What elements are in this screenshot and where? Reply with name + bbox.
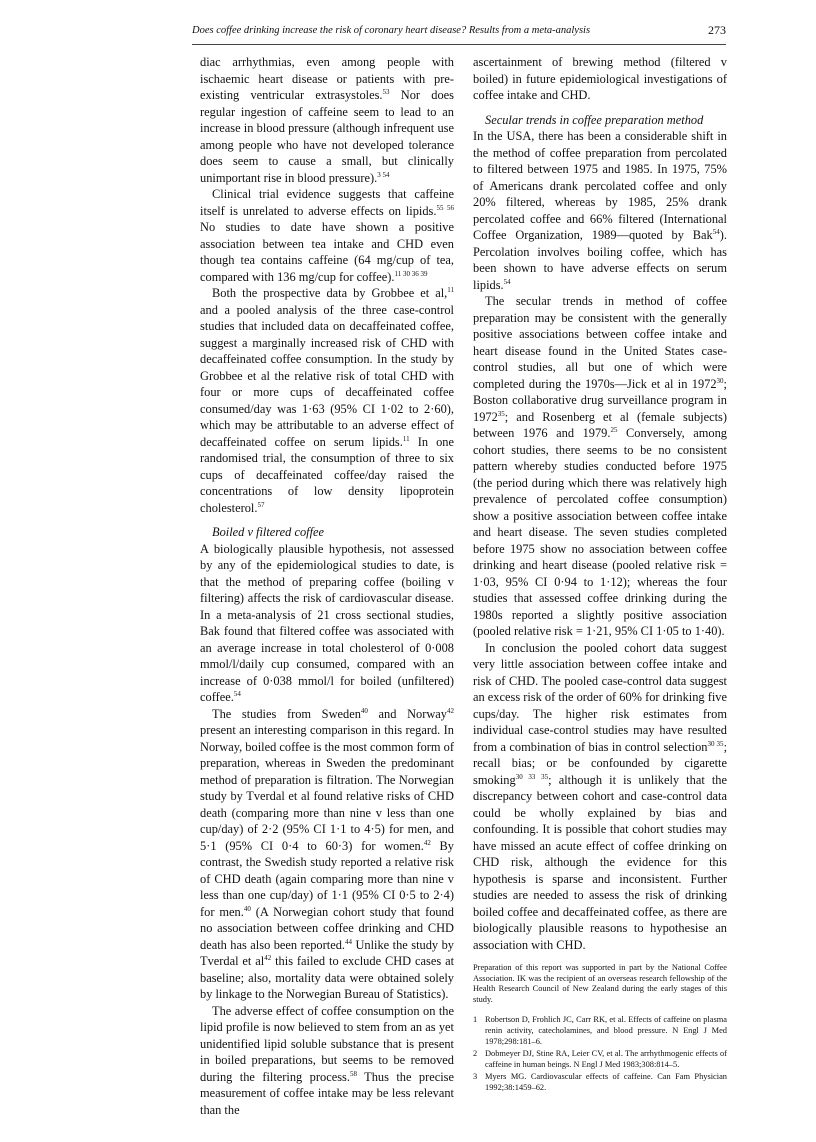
paragraph: ascertainment of brewing method (filtered v boiled) in future epidemiological investigations of coffee intake and CHD. — [473, 55, 727, 102]
citation: 42 — [264, 954, 272, 962]
citation: 44 — [344, 937, 352, 946]
paragraph: In conclusion the pooled cohort data suggest very little association between coffee intake and risk of CHD. The pooled case-control data suggest an excess risk of the order of 60% for drinking five cups/day. The higher risk estimates from individual case-control studies may have resulted from a combination of bias in control selection$^{30 35}$; recall bias; or be confounded by cigarette smoking$^{30 33 35}$; although it is unlikely that the discrepancy between cohort and case-control data could be wholly explained by bias and confounding. It is possible that cohort studies may have missed an acute effect of coffee drinking on CHD risk, although the evidence for this hypothesis is sparse and inconsistent. Further studies are needed to assess the risk of drinking boiled coffee and decaffeinated coffee, as there are biologically plausible reasons to hypothesise an association with CHD. — [473, 640, 728, 952]
reference-item: 1 Robertson D, Frohlich JC, Carr RK, et al. Effects of caffeine on plasma renin activity, catecholamines, and blood pressure. N Engl J Med 1978;298:181–6. — [473, 1015, 727, 1046]
acknowledgement: Preparation of this report was supported in part by the National Coffee Association. IK was the recipient of an overseas research fellowship of the Health Research Council of New Zealand during the early stages of this study. — [473, 963, 727, 1004]
citation: 35 — [497, 409, 505, 418]
citation: 58 — [349, 1069, 357, 1078]
citation: 3 54 — [377, 170, 390, 179]
left-column — [200, 54, 454, 1118]
citation: 53 — [382, 88, 390, 96]
running-title: Does coffee drinking increase the risk of coronary heart disease? Results from a meta-analysis — [192, 25, 591, 36]
paragraph: In the USA, there has been a considerable shift in the method of coffee preparation from percolated to filtered between 1975 and 1985. In 1975, 75% of Americans drank percolated coffee and only 20% filtered, whereas by 1985, 25% drank percolated coffee and 66% filtered (International Coffee Organization, 1989—quoted by Bak$^{54}$). Percolation involves boiling coffee, which has been shown to have adverse effects on serum lipids.$^{54}$ — [473, 129, 727, 292]
paragraph: The adverse effect of coffee consumption on the lipid profile is now believed to stem from an as yet unidentified lipid soluble substance that is present in boiled preparations, but seems to be removed during the filtering process.$^{58}$ Thus the precise measurement of coffee intake may be less relevant than the — [200, 1003, 454, 1117]
citation: 57 — [257, 500, 265, 509]
citation: 40 — [360, 706, 368, 715]
reference-item: 2 Dobmeyer DJ, Stine RA, Leier CV, et al. The arrhythmogenic effects of caffeine in human beings. N Engl J Med 1983;308:814–5. — [473, 1049, 727, 1069]
citation: 54 — [712, 228, 720, 236]
section-heading: Secular trends in coffee preparation method — [485, 112, 704, 127]
paragraph: The studies from Sweden$^{40}$ and Norway$^{42}$ present an interesting comparison in this regard. In Norway, boiled coffee is the most common form of preparation, whereas in Sweden the predominant method of preparation is filtration. The Norwegian study by Tverdal et al found relative risks of CHD death (comparing more than nine v less than one cup/day) of 2·2 (95% CI 1·1 to 4·5) for men, and 5·1 (95% CI 0·4 to 60·3) for women.$^{42}$ By contrast, the Swedish study reported a relative risk of CHD death (again comparing more than nine v less than one cup/day) of 1·1 (95% CI 0·5 to 2·4) for men.$^{40}$ (A Norwegian cohort study that found no association between coffee drinking and CHD death has also been reported.$^{44}$ Unlike the study by Tverdal et $al^{42}$ this failed to exclude CHD cases at baseline; also, mortality data were obtained solely by linkage to the Norwegian Bureau of Statistics). — [200, 706, 455, 1001]
citation: 54 — [233, 690, 241, 698]
citation: 30 — [716, 376, 724, 385]
running-header — [192, 22, 726, 45]
citation: 54 — [503, 277, 511, 286]
citation: 25 — [610, 426, 618, 434]
paragraph: Both the prospective data by Grobbee et al,$^{11}$ and a pooled analysis of the three case-control studies that included data on decaffeinated coffee, suggest a marginally increased risk of CHD with decaffeinated coffee consumption. In the study by Grobbee et al the relative risk of total CHD with four or more cups of decaffeinated coffee consumed/day was 1·63 (95% CI 1·02 to 2·60), which may be attributable to an adverse effect of decaffeinated coffee on serum lipids.$^{11}$ In one randomised trial, the consumption of three to six cups of decaffeinated coffee/day raised the concentrations of low density lipoprotein cholesterol.$^{57}$ — [200, 286, 454, 515]
paragraph: A biologically plausible hypothesis, not assessed by any of the epidemiological studies to date, is that the method of preparing coffee (boiling v filtering) affects the risk of cardiovascular disease. In a meta-analysis of 21 cross sectional studies, Bak found that filtered coffee was associated with an average increase in total cholesterol of 0·008 mmol/l/daily cup consumed, compared with an increase of 0·038 mmol/l for boiled (unfiltered) coffee.$^{54}$ — [200, 541, 454, 704]
citation: 11 — [402, 434, 410, 443]
page-number: 273 — [708, 23, 726, 37]
citation: 30 35 — [707, 739, 724, 748]
paragraph: diac arrhythmias, even among people with ischaemic heart disease or patients with pre-existing ventricular extrasystoles.$^{53}$ Nor does regular ingestion of caffeine seem to lead to an increase in blood pressure (although infrequent use among people who have not developed tolerance does seem to cause a small, but clinically unimportant rise in blood pressure).$^{3 54}$ — [200, 55, 454, 185]
citation: 30 33 35 — [515, 772, 549, 781]
paragraph: The secular trends in method of coffee preparation may be consistent with the generally positive associations between coffee intake and heart disease found in the United States case-control studies, all but one of which were completed during the 1970s—Jick et al in 1972$^{30}$; Boston collaborative drug surveillance program in 1972$^{35}$; and Rosenberg et al (female subjects) between 1976 and 1979.25 Conversely, among cohort studies, there seems to be no consistent pattern whereby studies conducted before 1975 (the period during which there was relatively high prevalence of percolated coffee consumption) show a positive association between coffee intake and heart disease. The seven studies completed before 1975 show no association between coffee drinking and heart disease (pooled relative risk = 1·03, 95% CI 0·94 to 1·12); whereas the four studies that assessed coffee drinking during the 1980s reported a slightly positive association (pooled relative risk = 1·21, 95% CI 1·05 to 1·40). — [473, 294, 728, 638]
reference-item: 3 Myers MG. Cardiovascular effects of caffeine. Can Fam Physician 1992;38:1459–62. — [473, 1072, 727, 1092]
citation: 42 — [423, 838, 431, 847]
section-heading: Boiled v filtered coffee — [212, 525, 325, 539]
paragraph: Clinical trial evidence suggests that caffeine itself is unrelated to adverse effects on lipids.$^{55 56}$ No studies to date have shown a positive association between tea intake and CHD even though tea contains caffeine (64 mg/cup of tea, compared with 136 mg/cup for coffee).$^{11 30 36 39}$ — [200, 187, 454, 284]
citation: 55 56 — [436, 203, 454, 212]
right-column — [473, 54, 727, 1102]
citation: 42 — [447, 706, 455, 715]
citation: 11 30 36 39 — [394, 269, 428, 278]
reference-list — [473, 1015, 727, 1093]
citation: 40 — [243, 904, 251, 913]
citation: 11 — [447, 286, 454, 294]
